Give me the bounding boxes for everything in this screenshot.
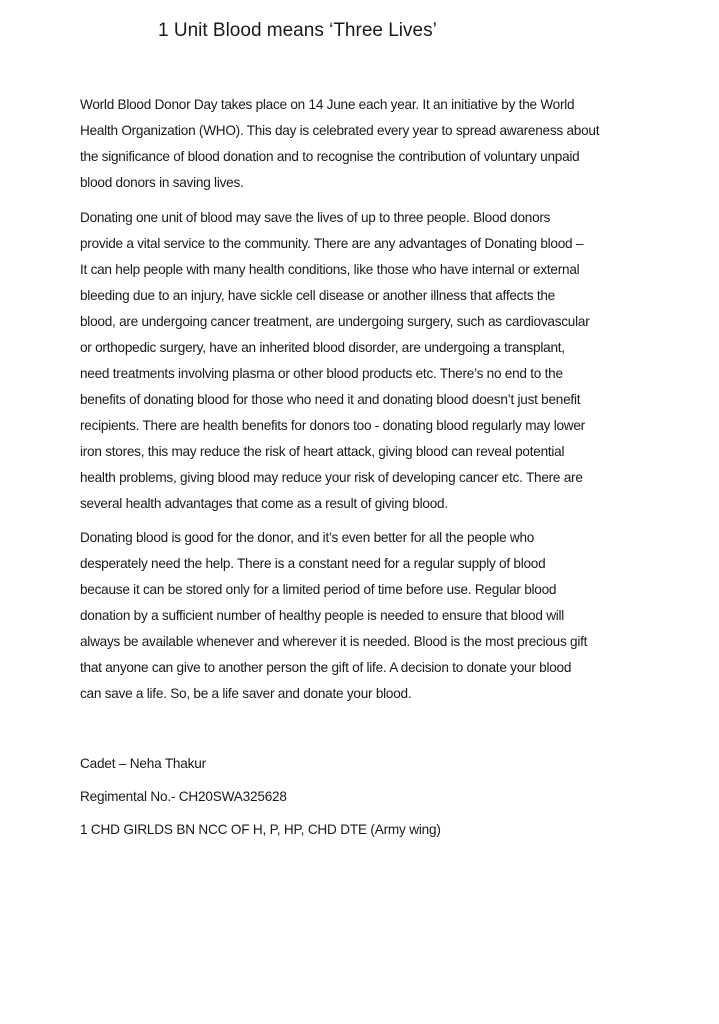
- text-line: need treatments involving plasma or other blood products etc. There’s no end to the: [80, 366, 563, 381]
- text-line: blood, are undergoing cancer treatment, are undergoing surgery, such as cardiovascular: [80, 314, 590, 329]
- text-line: desperately need the help. There is a constant need for a regular supply of blood: [80, 556, 546, 571]
- text-line: bleeding due to an injury, have sickle cell disease or another illness that affects the: [80, 288, 555, 303]
- text-line: because it can be stored only for a limited period of time before use. Regular blood: [80, 582, 557, 597]
- text-line: that anyone can give to another person the gift of life. A decision to donate your blood: [80, 660, 572, 675]
- text-line: benefits of donating blood for those who need it and donating blood doesn’t just benefit: [80, 392, 581, 407]
- text-line: Donating blood is good for the donor, and it’s even better for all the people who: [80, 530, 535, 545]
- document-title: 1 Unit Blood means ‘Three Lives’: [158, 20, 437, 41]
- text-line: Donating one unit of blood may save the lives of up to three people. Blood donors: [80, 210, 551, 225]
- signature-unit: 1 CHD GIRLDS BN NCC OF H, P, HP, CHD DTE (Army wing): [80, 822, 441, 837]
- signature-name: Cadet – Neha Thakur: [80, 756, 206, 771]
- text-line: World Blood Donor Day takes place on 14 June each year. It an initiative by the World: [80, 97, 575, 112]
- text-line: blood donors in saving lives.: [80, 175, 244, 190]
- text-line: Health Organization (WHO). This day is celebrated every year to spread awareness about: [80, 123, 600, 138]
- text-line: or orthopedic surgery, have an inherited blood disorder, are undergoing a transplant,: [80, 340, 565, 355]
- text-line: the significance of blood donation and to recognise the contribution of voluntary unpaid: [80, 149, 580, 164]
- text-line: health problems, giving blood may reduce your risk of developing cancer etc. There are: [80, 470, 583, 485]
- text-line: provide a vital service to the community. There are any advantages of Donating blood –: [80, 236, 584, 251]
- text-line: always be available whenever and wherever it is needed. Blood is the most precious gift: [80, 634, 588, 649]
- paragraph-conclusion: [80, 525, 587, 707]
- text-line: donation by a sufficient number of healthy people is needed to ensure that blood will: [80, 608, 565, 623]
- text-line: iron stores, this may reduce the risk of heart attack, giving blood can reveal potential: [80, 444, 565, 459]
- text-line: It can help people with many health conditions, like those who have internal or external: [80, 262, 580, 277]
- text-line: can save a life. So, be a life saver and donate your blood.: [80, 686, 412, 701]
- text-line: several health advantages that come as a result of giving blood.: [80, 496, 448, 511]
- text-line: recipients. There are health benefits for donors too - donating blood regularly may lower: [80, 418, 585, 433]
- signature-regimental-number: Regimental No.- CH20SWA325628: [80, 789, 287, 804]
- paragraph-benefits: [80, 205, 589, 517]
- paragraph-intro: [80, 92, 599, 196]
